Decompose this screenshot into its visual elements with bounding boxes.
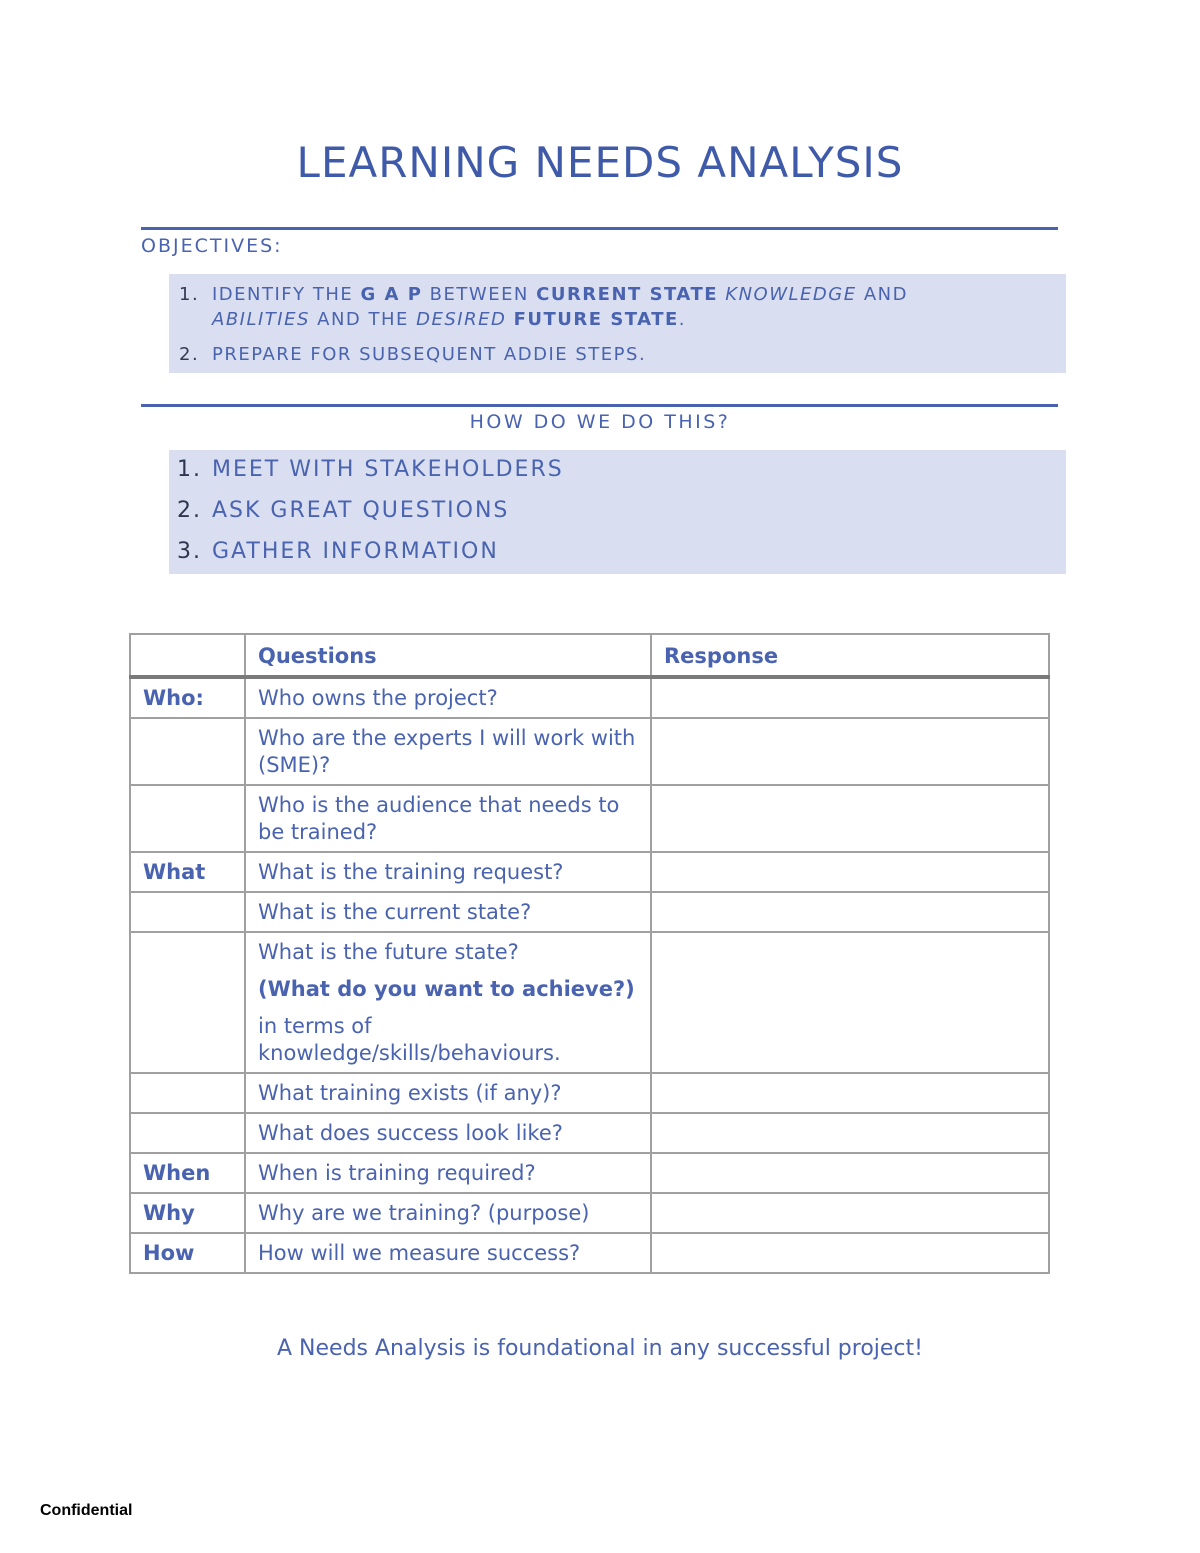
row-question: Who owns the project? [245, 677, 651, 718]
table-row [130, 1153, 1049, 1193]
step-number: 3. [177, 539, 202, 564]
step-number: 1. [177, 457, 202, 482]
gap-emphasis: G A P [360, 284, 423, 305]
objective-text-part [506, 309, 513, 330]
row-category [130, 785, 245, 852]
objectives-panel [169, 274, 1066, 373]
desired-emphasis: DESIRED [416, 309, 507, 330]
table-row [130, 1233, 1049, 1273]
needs-analysis-table [129, 633, 1050, 1274]
row-question: When is training required? [245, 1153, 651, 1193]
row-category [130, 932, 245, 1073]
row-response[interactable] [651, 852, 1049, 892]
row-question: What does success look like? [245, 1113, 651, 1153]
table-row [130, 1073, 1049, 1113]
row-category [130, 1113, 245, 1153]
footer-note: A Needs Analysis is foundational in any successful project! [277, 1336, 923, 1361]
objective-text [179, 282, 1002, 332]
row-category: When [130, 1153, 245, 1193]
how-heading: HOW DO WE DO THIS? [469, 411, 731, 433]
step-number: 2. [177, 498, 202, 523]
row-response[interactable] [651, 677, 1049, 718]
knowledge-emphasis: KNOWLEDGE [725, 284, 857, 305]
row-question: Who are the experts I will work with (SME)? [245, 718, 651, 785]
objective-item [179, 342, 1002, 367]
middle-divider [141, 404, 1058, 407]
row-category: Who: [130, 677, 245, 718]
row-question: What is the future state? [258, 940, 519, 964]
table-row [130, 892, 1049, 932]
row-question-detail: in terms of knowledge/skills/behaviours. [258, 1014, 561, 1065]
row-response[interactable] [651, 892, 1049, 932]
row-question: Who is the audience that needs to be trained? [245, 785, 651, 852]
abilities-emphasis: ABILITIES [212, 309, 310, 330]
objective-text-part: BETWEEN [422, 284, 537, 305]
step-text: MEET WITH STAKEHOLDERS [212, 457, 564, 482]
objective-text-part: AND THE [309, 309, 417, 330]
page-title: LEARNING NEEDS ANALYSIS [296, 138, 904, 187]
row-question: What training exists (if any)? [245, 1073, 651, 1113]
row-response[interactable] [651, 1233, 1049, 1273]
header-response: Response [651, 634, 1049, 677]
row-category [130, 1073, 245, 1113]
objective-number: 2. [179, 344, 200, 365]
table-row [130, 677, 1049, 718]
objective-text-part: IDENTIFY THE [212, 284, 361, 305]
row-response[interactable] [651, 785, 1049, 852]
objective-text: PREPARE FOR SUBSEQUENT ADDIE STEPS. [212, 344, 647, 365]
row-category: How [130, 1233, 245, 1273]
step-item [177, 456, 564, 484]
row-question-multi [245, 932, 651, 1073]
row-category [130, 718, 245, 785]
row-category: Why [130, 1193, 245, 1233]
row-question: What is the current state? [245, 892, 651, 932]
steps-panel [169, 450, 1066, 574]
row-question: What is the training request? [245, 852, 651, 892]
row-response[interactable] [651, 1073, 1049, 1113]
row-question: Why are we training? (purpose) [245, 1193, 651, 1233]
objective-item [179, 282, 1002, 332]
row-response[interactable] [651, 1153, 1049, 1193]
table-row [130, 1193, 1049, 1233]
table-row [130, 785, 1049, 852]
table-row [130, 932, 1049, 1073]
table-row [130, 852, 1049, 892]
table-row [130, 1113, 1049, 1153]
objectives-heading: OBJECTIVES: [141, 235, 283, 257]
row-category [130, 892, 245, 932]
objective-number: 1. [179, 284, 200, 305]
row-response[interactable] [651, 1193, 1049, 1233]
confidential-label: Confidential [40, 1502, 133, 1519]
row-response[interactable] [651, 1113, 1049, 1153]
current-state-emphasis: CURRENT STATE [536, 284, 719, 305]
objective-text-part: . [678, 309, 687, 330]
step-text: GATHER INFORMATION [212, 539, 499, 564]
step-item [177, 538, 499, 566]
row-category: What [130, 852, 245, 892]
future-state-emphasis: FUTURE STATE [513, 309, 679, 330]
table-row [130, 718, 1049, 785]
top-divider [141, 227, 1058, 230]
step-text: ASK GREAT QUESTIONS [212, 498, 510, 523]
header-category [130, 634, 245, 677]
header-questions: Questions [245, 634, 651, 677]
table-header-row [130, 634, 1049, 677]
row-question-emphasis: (What do you want to achieve?) [258, 977, 635, 1001]
objective-text-part: AND [856, 284, 908, 305]
row-response[interactable] [651, 932, 1049, 1073]
step-item [177, 497, 509, 525]
row-question: How will we measure success? [245, 1233, 651, 1273]
row-response[interactable] [651, 718, 1049, 785]
